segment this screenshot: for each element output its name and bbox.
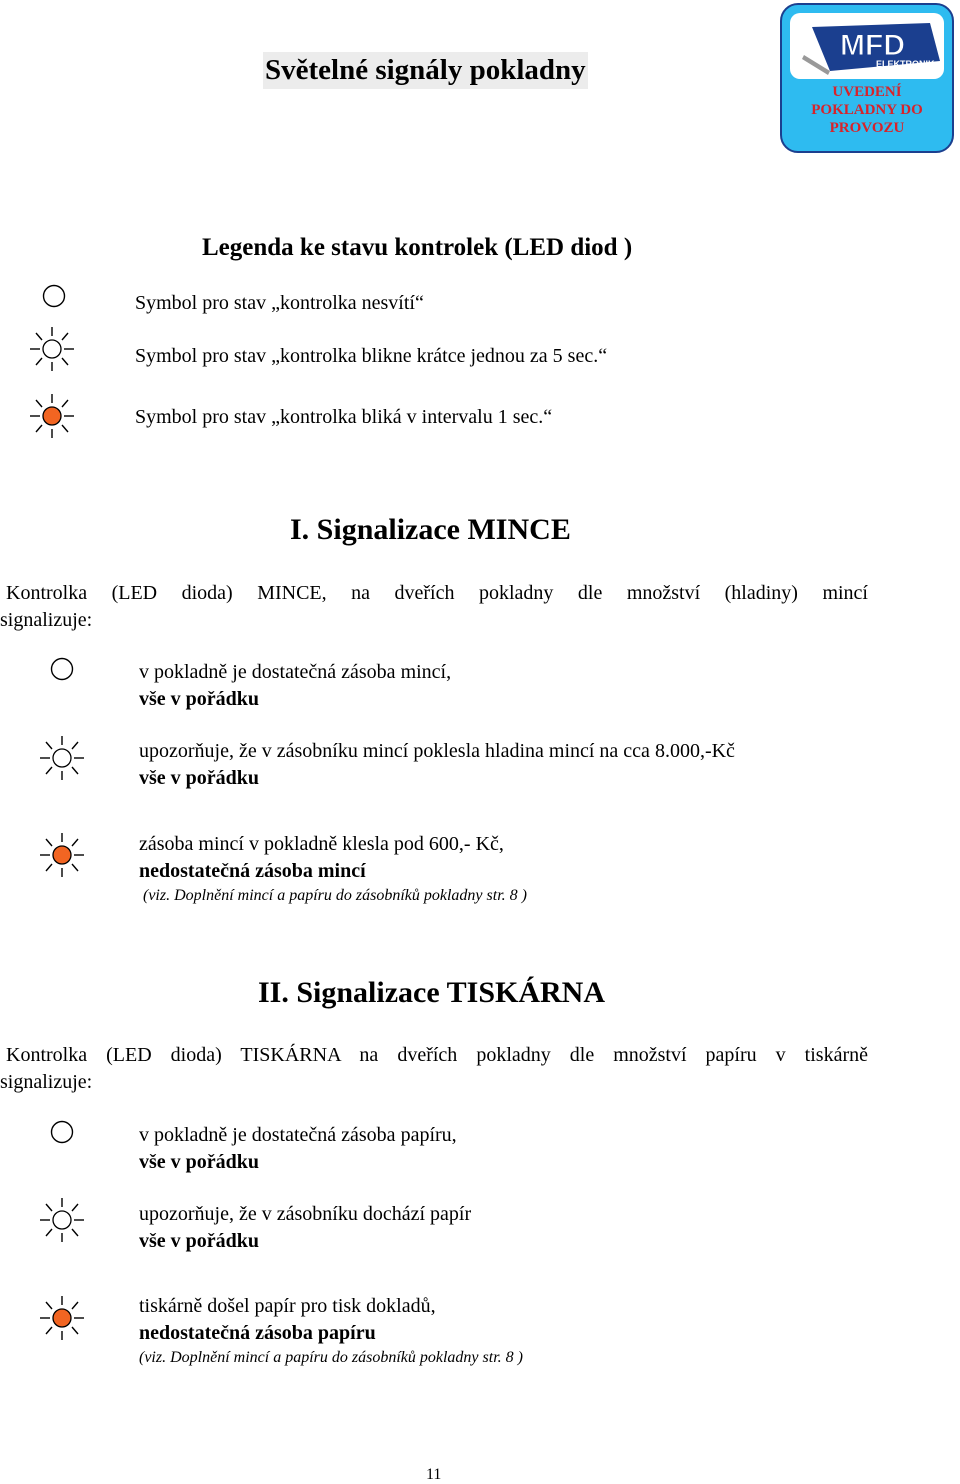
led-blink-short-icon (28, 325, 76, 373)
section2-intro (0, 1042, 868, 1096)
logo-subtext: ELEKTRONIK (876, 59, 935, 69)
section1-item1-status: vše v pořádku (139, 688, 260, 710)
section1-item2-status: vše v pořádku (139, 767, 260, 789)
section2-item3-note: (viz. Doplnění mincí a papíru do zásobníků pokladny str. 8 ) (139, 1349, 523, 1366)
legend-text-blink-interval: Symbol pro stav „kontrolka bliká v intervalu 1 sec.“ (135, 406, 553, 428)
section2-item1-status: vše v pořádku (139, 1151, 260, 1173)
logo-mark: MFD (840, 29, 905, 62)
led-blink-short-icon (38, 1196, 86, 1244)
led-off-icon (50, 1120, 74, 1144)
section1-intro-line1: Kontrolka (LED dioda) MINCE, na dveřích pokladny dle množství (hladiny) mincí (6, 582, 868, 604)
led-off-icon (42, 284, 66, 308)
page-title: Světelné signály pokladny (263, 52, 588, 89)
section2-item1 (139, 1122, 457, 1176)
section2-intro-line2: signalizuje: (0, 1071, 93, 1093)
led-blink-short-icon (38, 734, 86, 782)
section1-item2 (139, 738, 735, 792)
brand-badge (780, 3, 954, 153)
section2-item3-status: nedostatečná zásoba papíru (139, 1322, 376, 1344)
section1-item3-text: zásoba mincí v pokladně klesla pod 600,- Kč, (139, 833, 504, 855)
page-number: 11 (426, 1466, 442, 1483)
section1-item2-text: upozorňuje, že v zásobníku mincí poklesla hladina mincí na cca 8.000,-Kč (139, 740, 735, 762)
section1-item3 (139, 831, 527, 907)
legend-title: Legenda ke stavu kontrolek (LED diod ) (202, 234, 633, 261)
section2-item2 (139, 1201, 471, 1255)
badge-line-2: POKLADNY DO (811, 102, 923, 118)
led-blink-interval-icon (28, 392, 76, 440)
led-blink-interval-icon (38, 831, 86, 879)
section2-item3-text: tiskárně došel papír pro tisk dokladů, (139, 1295, 436, 1317)
section1-intro-line2: signalizuje: (0, 609, 93, 631)
section2-title: II. Signalizace TISKÁRNA (258, 976, 605, 1009)
brand-logo (790, 13, 944, 79)
legend-text-off: Symbol pro stav „kontrolka nesvítí“ (135, 292, 424, 314)
section2-item2-status: vše v pořádku (139, 1230, 260, 1252)
legend-text-blink-short: Symbol pro stav „kontrolka blikne krátce jednou za 5 sec.“ (135, 345, 608, 367)
badge-line-1: UVEDENÍ (832, 84, 902, 100)
section2-intro-line1: Kontrolka (LED dioda) TISKÁRNA na dveřích pokladny dle množství papíru v tiskárně (6, 1044, 868, 1066)
section1-item3-note: (viz. Doplnění mincí a papíru do zásobníků pokladny str. 8 ) (143, 887, 527, 904)
section1-item1 (139, 659, 451, 713)
led-off-icon (50, 657, 74, 681)
section2-item1-text: v pokladně je dostatečná zásoba papíru, (139, 1124, 457, 1146)
section1-intro (0, 580, 868, 634)
badge-caption (782, 83, 952, 137)
section1-item1-text: v pokladně je dostatečná zásoba mincí, (139, 661, 452, 683)
section1-item3-status: nedostatečná zásoba mincí (139, 860, 366, 882)
section1-title: I. Signalizace MINCE (290, 513, 571, 546)
section2-item3 (139, 1293, 523, 1369)
led-blink-interval-icon (38, 1294, 86, 1342)
badge-line-3: PROVOZU (829, 120, 905, 136)
section2-item2-text: upozorňuje, že v zásobníku dochází papír (139, 1203, 472, 1225)
